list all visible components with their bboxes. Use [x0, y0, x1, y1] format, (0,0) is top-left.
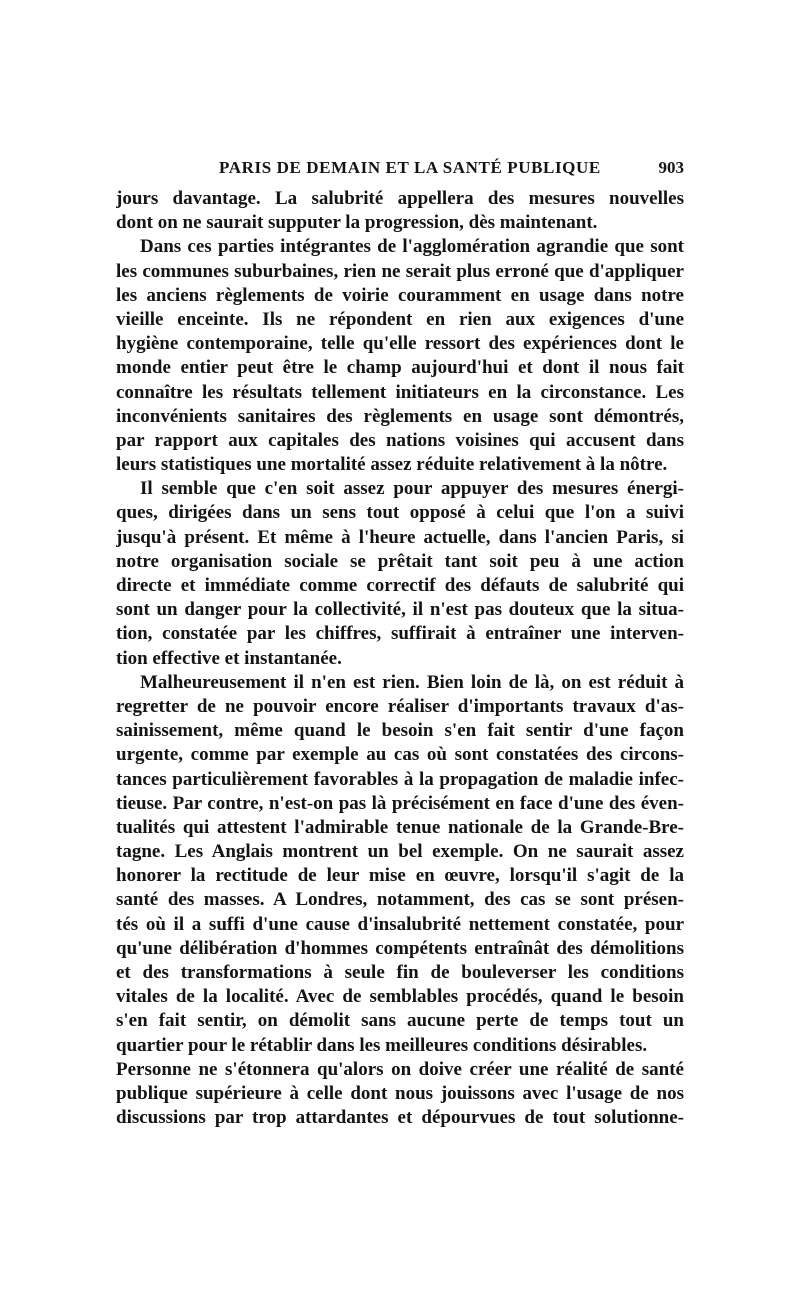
text-line: tion effective et instantanée.: [116, 647, 342, 669]
text-line: jours davantage. La salubrité appellera des mesures nouvelles: [116, 188, 684, 209]
paragraph-first-line: Malheureusement il n'en est rien. Bien loin de là, on est réduit à: [140, 671, 684, 693]
text-line: regretter de ne pouvoir encore réaliser d'importants travaux d'as-: [116, 695, 684, 717]
text-line: tualités qui attestent l'admirable tenue nationale de la Grande-Bre-: [116, 816, 684, 838]
text-line: dont on ne saurait supputer la progression, dès maintenant.: [116, 212, 598, 234]
text-line: sont un danger pour la collectivité, il n'est pas douteux que la situa-: [116, 599, 684, 621]
text-line: qu'une délibération d'hommes compétents entraînât des démolitions: [116, 937, 684, 959]
text-line: connaître les résultats tellement initiateurs en la circonstance. Les: [116, 381, 684, 403]
text-line: leurs statistiques une mortalité assez réduite relativement à la nôtre.: [116, 454, 668, 476]
text-line: jusqu'à présent. Et même à l'heure actuelle, dans l'ancien Paris, si: [116, 526, 684, 548]
text-line: hygiène contemporaine, telle qu'elle ressort des expériences dont le: [116, 333, 684, 355]
text-line: les communes suburbaines, rien ne serait plus erroné que d'appliquer: [116, 260, 684, 282]
text-line: tances particulièrement favorables à la propagation de maladie infec-: [116, 768, 684, 790]
text-line: tion, constatée par les chiffres, suffirait à entraîner une interven-: [116, 623, 684, 645]
text-line: tagne. Les Anglais montrent un bel exemple. On ne saurait assez: [116, 841, 684, 863]
paragraph-first-line: Il semble que c'en soit assez pour appuyer des mesures énergi-: [140, 478, 684, 500]
text-line: santé des masses. A Londres, notamment, des cas se sont présen-: [116, 889, 684, 911]
text-line: Personne ne s'étonnera qu'alors on doive créer une réalité de santé: [116, 1058, 684, 1080]
text-line: tieuse. Par contre, n'est-on pas là précisément en face d'une des éven-: [116, 792, 684, 814]
text-line: et des transformations à seule fin de bouleverser les conditions: [116, 962, 684, 983]
text-line: par rapport aux capitales des nations voisines qui accusent dans: [116, 429, 684, 451]
text-line: quartier pour le rétablir dans les meilleures conditions désirables.: [116, 1034, 648, 1056]
text-line: directe et immédiate comme correctif des défauts de salubrité qui: [116, 575, 684, 596]
paragraph-first-line: Dans ces parties intégrantes de l'agglomération agrandie que sont: [140, 236, 684, 258]
running-title: PARIS DE DEMAIN ET LA SANTÉ PUBLIQUE: [219, 158, 601, 177]
text-line: publique supérieure à celle dont nous jouissons avec l'usage de nos: [116, 1082, 684, 1104]
text-line: inconvénients sanitaires des règlements en usage sont démontrés,: [116, 405, 684, 427]
text-line: ques, dirigées dans un sens tout opposé à celui que l'on a suivi: [116, 502, 684, 524]
text-line: vitales de la localité. Avec de semblables procédés, quand le besoin: [116, 986, 684, 1008]
body-text: [116, 187, 684, 1130]
text-line: monde entier peut être le champ aujourd'hui et dont il nous fait: [116, 357, 684, 379]
text-line: s'en fait sentir, on démolit sans aucune perte de temps tout un: [116, 1010, 684, 1032]
text-line: les anciens règlements de voirie couramment en usage dans notre: [116, 284, 684, 306]
text-line: notre organisation sociale se prêtait tant soit peu à une action: [116, 550, 684, 572]
text-line: sainissement, même quand le besoin s'en fait sentir d'une façon: [116, 720, 684, 742]
running-header: [116, 154, 684, 184]
text-line: urgente, comme par exemple au cas où sont constatées des circons-: [116, 744, 684, 766]
text-line: tés où il a suffi d'une cause d'insalubrité nettement constatée, pour: [116, 913, 684, 935]
page-number: 903: [658, 158, 684, 177]
text-line: vieille enceinte. Ils ne répondent en rien aux exigences d'une: [116, 308, 684, 330]
text-line: honorer la rectitude de leur mise en œuvre, lorsqu'il s'agit de la: [116, 865, 684, 887]
text-line: discussions par trop attardantes et dépourvues de tout solutionne-: [116, 1107, 684, 1129]
